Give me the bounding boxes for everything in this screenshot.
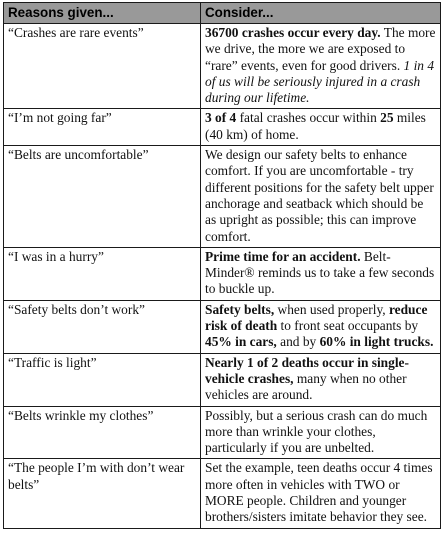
reason-cell: “Belts are uncomfortable” <box>4 146 201 248</box>
reason-cell: “I was in a hurry” <box>4 247 201 300</box>
consider-cell <box>201 24 441 109</box>
consider-cell <box>201 353 441 406</box>
consider-cell <box>201 109 441 146</box>
table-row <box>4 109 441 146</box>
consider-text: The more we drive, the more we are exposed to “rare” events, even for good drivers. <box>205 25 436 73</box>
reason-cell: “Crashes are rare events” <box>4 24 201 109</box>
consider-text: Prime time for an accident. <box>205 248 361 264</box>
consider-cell <box>201 459 441 528</box>
consider-text: when used properly, <box>274 301 389 317</box>
reason-cell: “Safety belts don’t work” <box>4 300 201 353</box>
reason-cell: “Traffic is light” <box>4 353 201 406</box>
consider-text: reduce risk of death <box>205 301 428 334</box>
consider-text: and by <box>276 334 320 350</box>
consider-text: 1 in 4 of us will be seriously injured in a crash during our lifetime. <box>205 57 435 106</box>
consider-text: 3 of 4 <box>205 110 237 126</box>
consider-text: fatal crashes occur within <box>236 110 381 126</box>
consider-text: Safety belts, <box>205 301 275 317</box>
table-row <box>4 247 441 300</box>
table-row <box>4 406 441 459</box>
table-row <box>4 146 441 248</box>
consider-cell <box>201 406 441 459</box>
consider-text: 60% in light trucks. <box>319 334 434 350</box>
consider-text: to front seat occupants by <box>277 318 419 334</box>
consider-text: 36700 crashes occur every day. <box>205 25 381 40</box>
consider-text: Nearly 1 of 2 deaths occur in single-vehicle crashes, <box>205 354 409 386</box>
table-row <box>4 24 441 109</box>
consider-text: miles (40 km) of home. <box>205 110 426 142</box>
header-consider: Consider... <box>201 3 441 24</box>
reason-cell: “Belts wrinkle my clothes” <box>4 406 201 459</box>
table-row <box>4 353 441 406</box>
table-row <box>4 459 441 528</box>
consider-text: 25 <box>380 110 394 126</box>
reasons-table <box>3 2 441 529</box>
consider-text: Set the example, teen deaths occur 4 times more often in vehicles with TWO or MORE people. Children and younger brothers/sisters imitate behavior they see. <box>205 460 433 525</box>
consider-cell <box>201 247 441 300</box>
consider-text: many when no other vehicles are around. <box>205 370 407 403</box>
header-reasons: Reasons given... <box>4 3 201 24</box>
reason-cell: “I’m not going far” <box>4 109 201 146</box>
consider-text: Possibly, but a serious crash can do much more than wrinkle your clothes, particularly if you are unbelted. <box>205 407 428 456</box>
consider-text: 45% in cars, <box>205 334 277 350</box>
consider-cell <box>201 300 441 353</box>
consider-text: Belt-Minder® reminds us to take a few seconds to buckle up. <box>205 248 435 297</box>
consider-text: We design our safety belts to enhance comfort. If you are uncomfortable - try different positions for the safety belt upper anchorage and seatback which should be as upright as possible; this can improve comfort. <box>205 147 434 244</box>
reason-cell: “The people I’m with don’t wear belts” <box>4 459 201 528</box>
consider-cell <box>201 146 441 248</box>
table-header-row <box>4 3 441 24</box>
table-row <box>4 300 441 353</box>
